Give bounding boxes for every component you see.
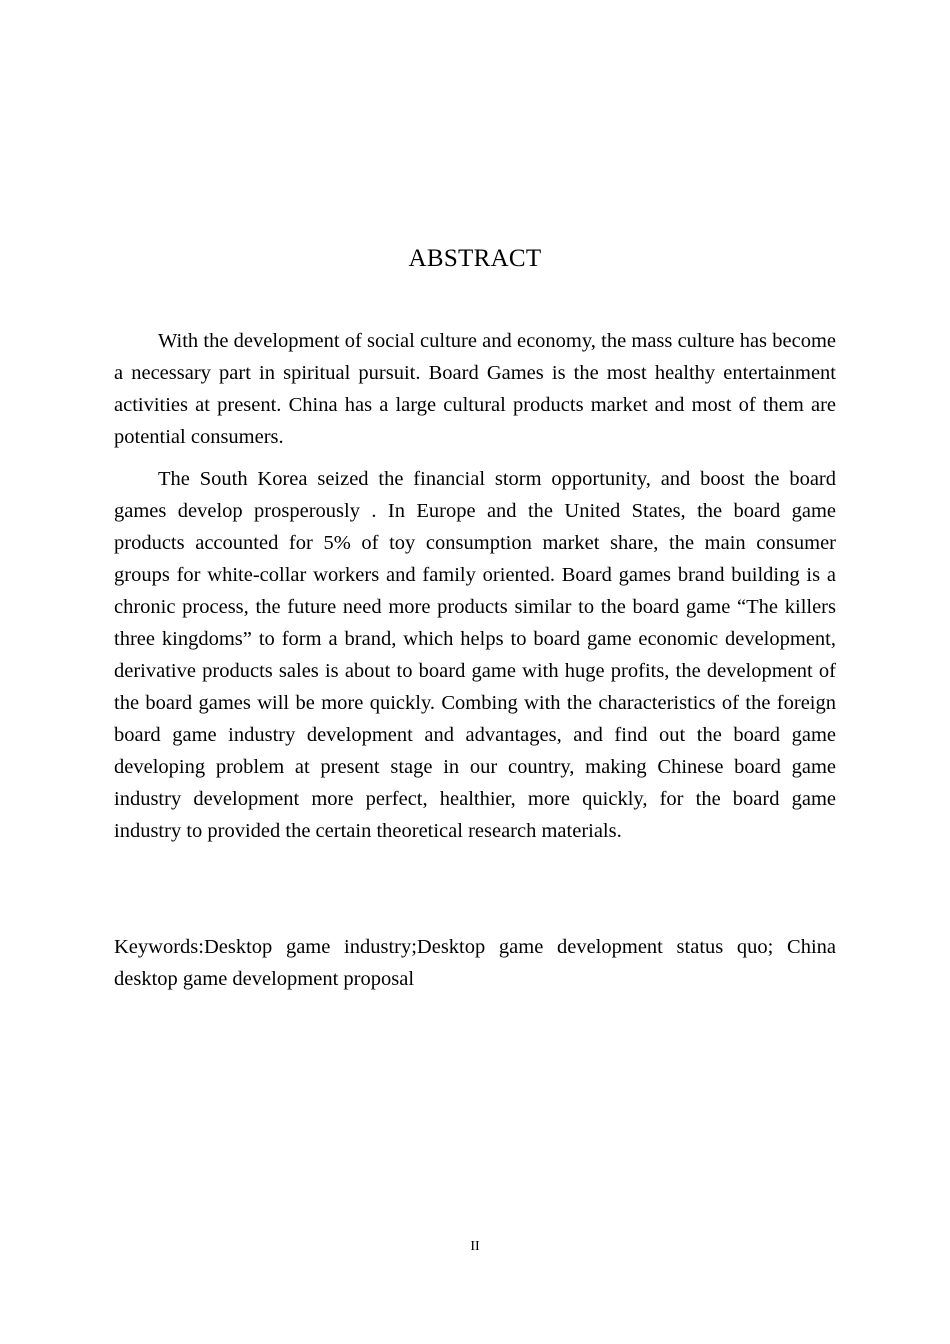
keywords: Keywords:Desktop game industry;Desktop game development status quo; China desktop game development proposal — [114, 936, 836, 990]
abstract-paragraph-2: The South Korea seized the financial storm opportunity, and boost the board games develop prosperously . In Europe and the United States, the board game products accounted for 5% of toy consumption market share, the main consumer groups for white-collar workers and family oriented. Board games brand building is a chronic process, the future need more products similar to the board game “The killers three kingdoms” to form a brand, which helps to board game economic development, derivative products sales is about to board game with huge profits, the development of the board games will be more quickly. Combing with the characteristics of the foreign board game industry development and advantages, and find out the board game developing problem at present stage in our country, making Chinese board game industry development more perfect, healthier, more quickly, for the board game industry to provided the certain theoretical research materials. — [114, 468, 836, 842]
abstract-paragraph-1: With the development of social culture and economy, the mass culture has become a necessary part in spiritual pursuit. Board Games is the most healthy entertainment activities at present. China has a large cultural products market and most of them are potential consumers. — [114, 330, 836, 448]
abstract-body — [114, 325, 836, 847]
page-number: II — [470, 1239, 480, 1254]
abstract-title: ABSTRACT — [408, 245, 542, 272]
